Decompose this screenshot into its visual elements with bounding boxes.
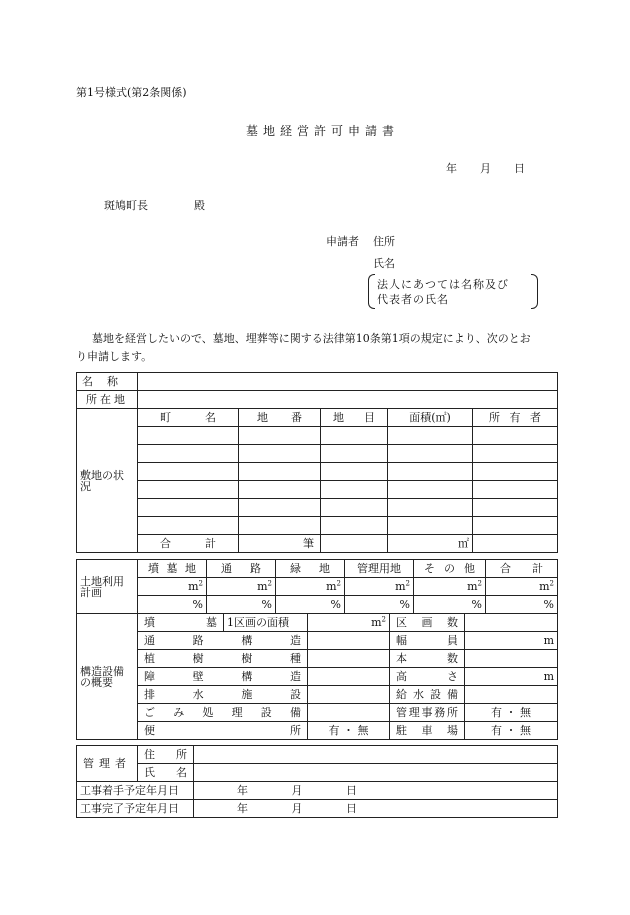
site-cell[interactable] — [388, 463, 473, 481]
site-cell[interactable] — [321, 427, 388, 445]
path-structure-label: 通路構造 — [138, 632, 308, 650]
area-unit: m — [326, 580, 337, 593]
lot-count-field[interactable] — [465, 614, 558, 632]
header-green: 緑地 — [276, 560, 345, 578]
manager-name-label: 氏名 — [138, 764, 194, 782]
header-land-category: 地目 — [321, 409, 388, 427]
date-day-label: 日 — [514, 162, 525, 175]
site-cell[interactable] — [138, 499, 239, 517]
site-cell[interactable] — [388, 517, 473, 535]
header-management-land: 管理用地 — [345, 560, 414, 578]
start-date-field[interactable] — [194, 782, 558, 800]
toilet-label: 便所 — [138, 722, 308, 740]
percent-unit: % — [138, 596, 207, 614]
site-cell[interactable] — [321, 517, 388, 535]
site-cell[interactable] — [239, 517, 321, 535]
area-sup: 2 — [336, 579, 341, 588]
header-grave-land: 墳墓地 — [138, 560, 207, 578]
area-sup: 2 — [267, 579, 272, 588]
structure-label: 構造設備の概要 — [77, 614, 138, 740]
name-label: 名称 — [77, 373, 138, 391]
site-cell[interactable] — [321, 445, 388, 463]
height-label: 高さ — [390, 668, 465, 686]
addressee-honorific: 殿 — [194, 199, 205, 212]
width-unit: m — [465, 632, 558, 650]
percent-unit: % — [276, 596, 345, 614]
site-cell[interactable] — [473, 481, 558, 499]
parking-label: 駐車場 — [390, 722, 465, 740]
site-cell[interactable] — [138, 463, 239, 481]
addressee-name: 斑鳩町長 — [104, 199, 148, 212]
water-supply-label: 給水設備 — [390, 686, 465, 704]
site-cell[interactable] — [388, 427, 473, 445]
applicant-note — [368, 274, 538, 308]
area-unit: m — [257, 580, 268, 593]
tree-count-label: 本数 — [390, 650, 465, 668]
header-town: 町名 — [138, 409, 239, 427]
area-sup: 2 — [477, 579, 482, 588]
form-number: 第1号様式(第2条関係) — [76, 86, 187, 99]
manager-address-label: 住所 — [138, 746, 194, 764]
header-other: その他 — [414, 560, 486, 578]
end-date-label: 工事完了予定年月日 — [77, 800, 194, 818]
location-field[interactable] — [138, 391, 558, 409]
site-cell[interactable] — [473, 499, 558, 517]
site-cell[interactable] — [138, 517, 239, 535]
percent-unit: % — [414, 596, 486, 614]
end-date-field[interactable] — [194, 800, 558, 818]
toilet-yes-no[interactable]: 有 ・ 無 — [308, 722, 390, 740]
site-table — [76, 372, 558, 553]
site-cell[interactable] — [321, 481, 388, 499]
garbage-label: ごみ処理設備 — [138, 704, 308, 722]
office-label: 管理事務所 — [390, 704, 465, 722]
land-use-table — [76, 559, 558, 614]
right-paren — [531, 274, 538, 309]
site-cell[interactable] — [138, 445, 239, 463]
area-sup: 2 — [198, 579, 203, 588]
applicant-address-label: 住所 — [373, 235, 395, 248]
site-cell[interactable] — [239, 463, 321, 481]
drainage-field[interactable] — [308, 686, 390, 704]
manager-label: 管理者 — [77, 746, 138, 782]
percent-unit: % — [345, 596, 414, 614]
garbage-field[interactable] — [308, 704, 390, 722]
structure-table-upper — [76, 613, 558, 740]
area-unit: m — [188, 580, 199, 593]
header-owner: 所有者 — [473, 409, 558, 427]
site-cell[interactable] — [321, 499, 388, 517]
area-unit: m — [371, 616, 382, 629]
area-unit: m — [395, 580, 406, 593]
height-unit: m — [465, 668, 558, 686]
site-cell[interactable] — [388, 481, 473, 499]
year-label: 年 — [237, 802, 248, 815]
day-label: 日 — [346, 784, 357, 797]
tree-species-label: 植樹樹種 — [138, 650, 308, 668]
left-paren — [368, 274, 375, 309]
area-unit: m — [467, 580, 478, 593]
site-cell[interactable] — [473, 427, 558, 445]
path-structure-field[interactable] — [308, 632, 390, 650]
manager-name-field[interactable] — [194, 764, 558, 782]
lot-area-label: 1区画の面積 — [224, 614, 308, 632]
dates-table — [76, 781, 558, 818]
site-cell[interactable] — [388, 499, 473, 517]
site-cell[interactable] — [138, 427, 239, 445]
body-text-line2: り申請します。 — [76, 350, 153, 363]
site-total-count-unit: 筆 — [239, 535, 321, 553]
area-sup: 2 — [549, 579, 554, 588]
header-total: 合計 — [486, 560, 558, 578]
site-total-label: 合計 — [138, 535, 239, 553]
percent-unit: % — [207, 596, 276, 614]
area-unit: m — [539, 580, 550, 593]
site-total-area-unit: ㎡ — [388, 535, 473, 553]
site-cell[interactable] — [388, 445, 473, 463]
day-label: 日 — [346, 802, 357, 815]
site-cell[interactable] — [239, 481, 321, 499]
land-use-label: 土地利用計画 — [77, 560, 138, 614]
year-label: 年 — [237, 784, 248, 797]
site-cell[interactable] — [473, 517, 558, 535]
applicant-name-label: 氏名 — [373, 257, 395, 270]
area-sup: 2 — [405, 579, 410, 588]
date-month-label: 月 — [480, 162, 491, 175]
site-cell[interactable] — [321, 463, 388, 481]
start-date-label: 工事着手予定年月日 — [77, 782, 194, 800]
site-cell[interactable] — [239, 427, 321, 445]
manager-table — [76, 745, 558, 782]
wall-structure-label: 障壁構造 — [138, 668, 308, 686]
header-area: 面積(㎡) — [388, 409, 473, 427]
tree-count-field[interactable] — [465, 650, 558, 668]
manager-address-field[interactable] — [194, 746, 558, 764]
site-total-cell[interactable] — [473, 535, 558, 553]
location-label: 所在地 — [77, 391, 138, 409]
office-yes-no[interactable]: 有 ・ 無 — [465, 704, 558, 722]
site-status-label: 敷地の状況 — [77, 409, 138, 553]
applicant-label: 申請者 — [326, 235, 359, 248]
tree-species-field[interactable] — [308, 650, 390, 668]
header-lot-number: 地番 — [239, 409, 321, 427]
site-cell[interactable] — [138, 481, 239, 499]
name-field[interactable] — [138, 373, 558, 391]
site-cell[interactable] — [239, 499, 321, 517]
width-label: 幅員 — [390, 632, 465, 650]
date-year-label: 年 — [446, 162, 457, 175]
lot-count-label: 区画数 — [390, 614, 465, 632]
parking-yes-no[interactable]: 有 ・ 無 — [465, 722, 558, 740]
site-cell[interactable] — [473, 463, 558, 481]
site-total-cell[interactable] — [321, 535, 388, 553]
document-title: 墓地経営許可申請書 — [246, 124, 400, 138]
wall-structure-field[interactable] — [308, 668, 390, 686]
applicant-note-line1: 法人にあつては名称及び — [377, 278, 509, 291]
percent-unit: % — [486, 596, 558, 614]
water-supply-field[interactable] — [465, 686, 558, 704]
body-text-line1: 墓地を経営したいので、墓地、埋葬等に関する法律第10条第1項の規定により、次のとお — [92, 332, 531, 345]
grave-label: 墳墓 — [138, 614, 224, 632]
month-label: 月 — [291, 784, 303, 797]
site-cell[interactable] — [239, 445, 321, 463]
month-label: 月 — [291, 802, 303, 815]
site-cell[interactable] — [473, 445, 558, 463]
area-sup: 2 — [381, 615, 386, 624]
header-path: 通路 — [207, 560, 276, 578]
applicant-note-line2: 代表者の氏名 — [377, 293, 449, 306]
drainage-label: 排水施設 — [138, 686, 308, 704]
